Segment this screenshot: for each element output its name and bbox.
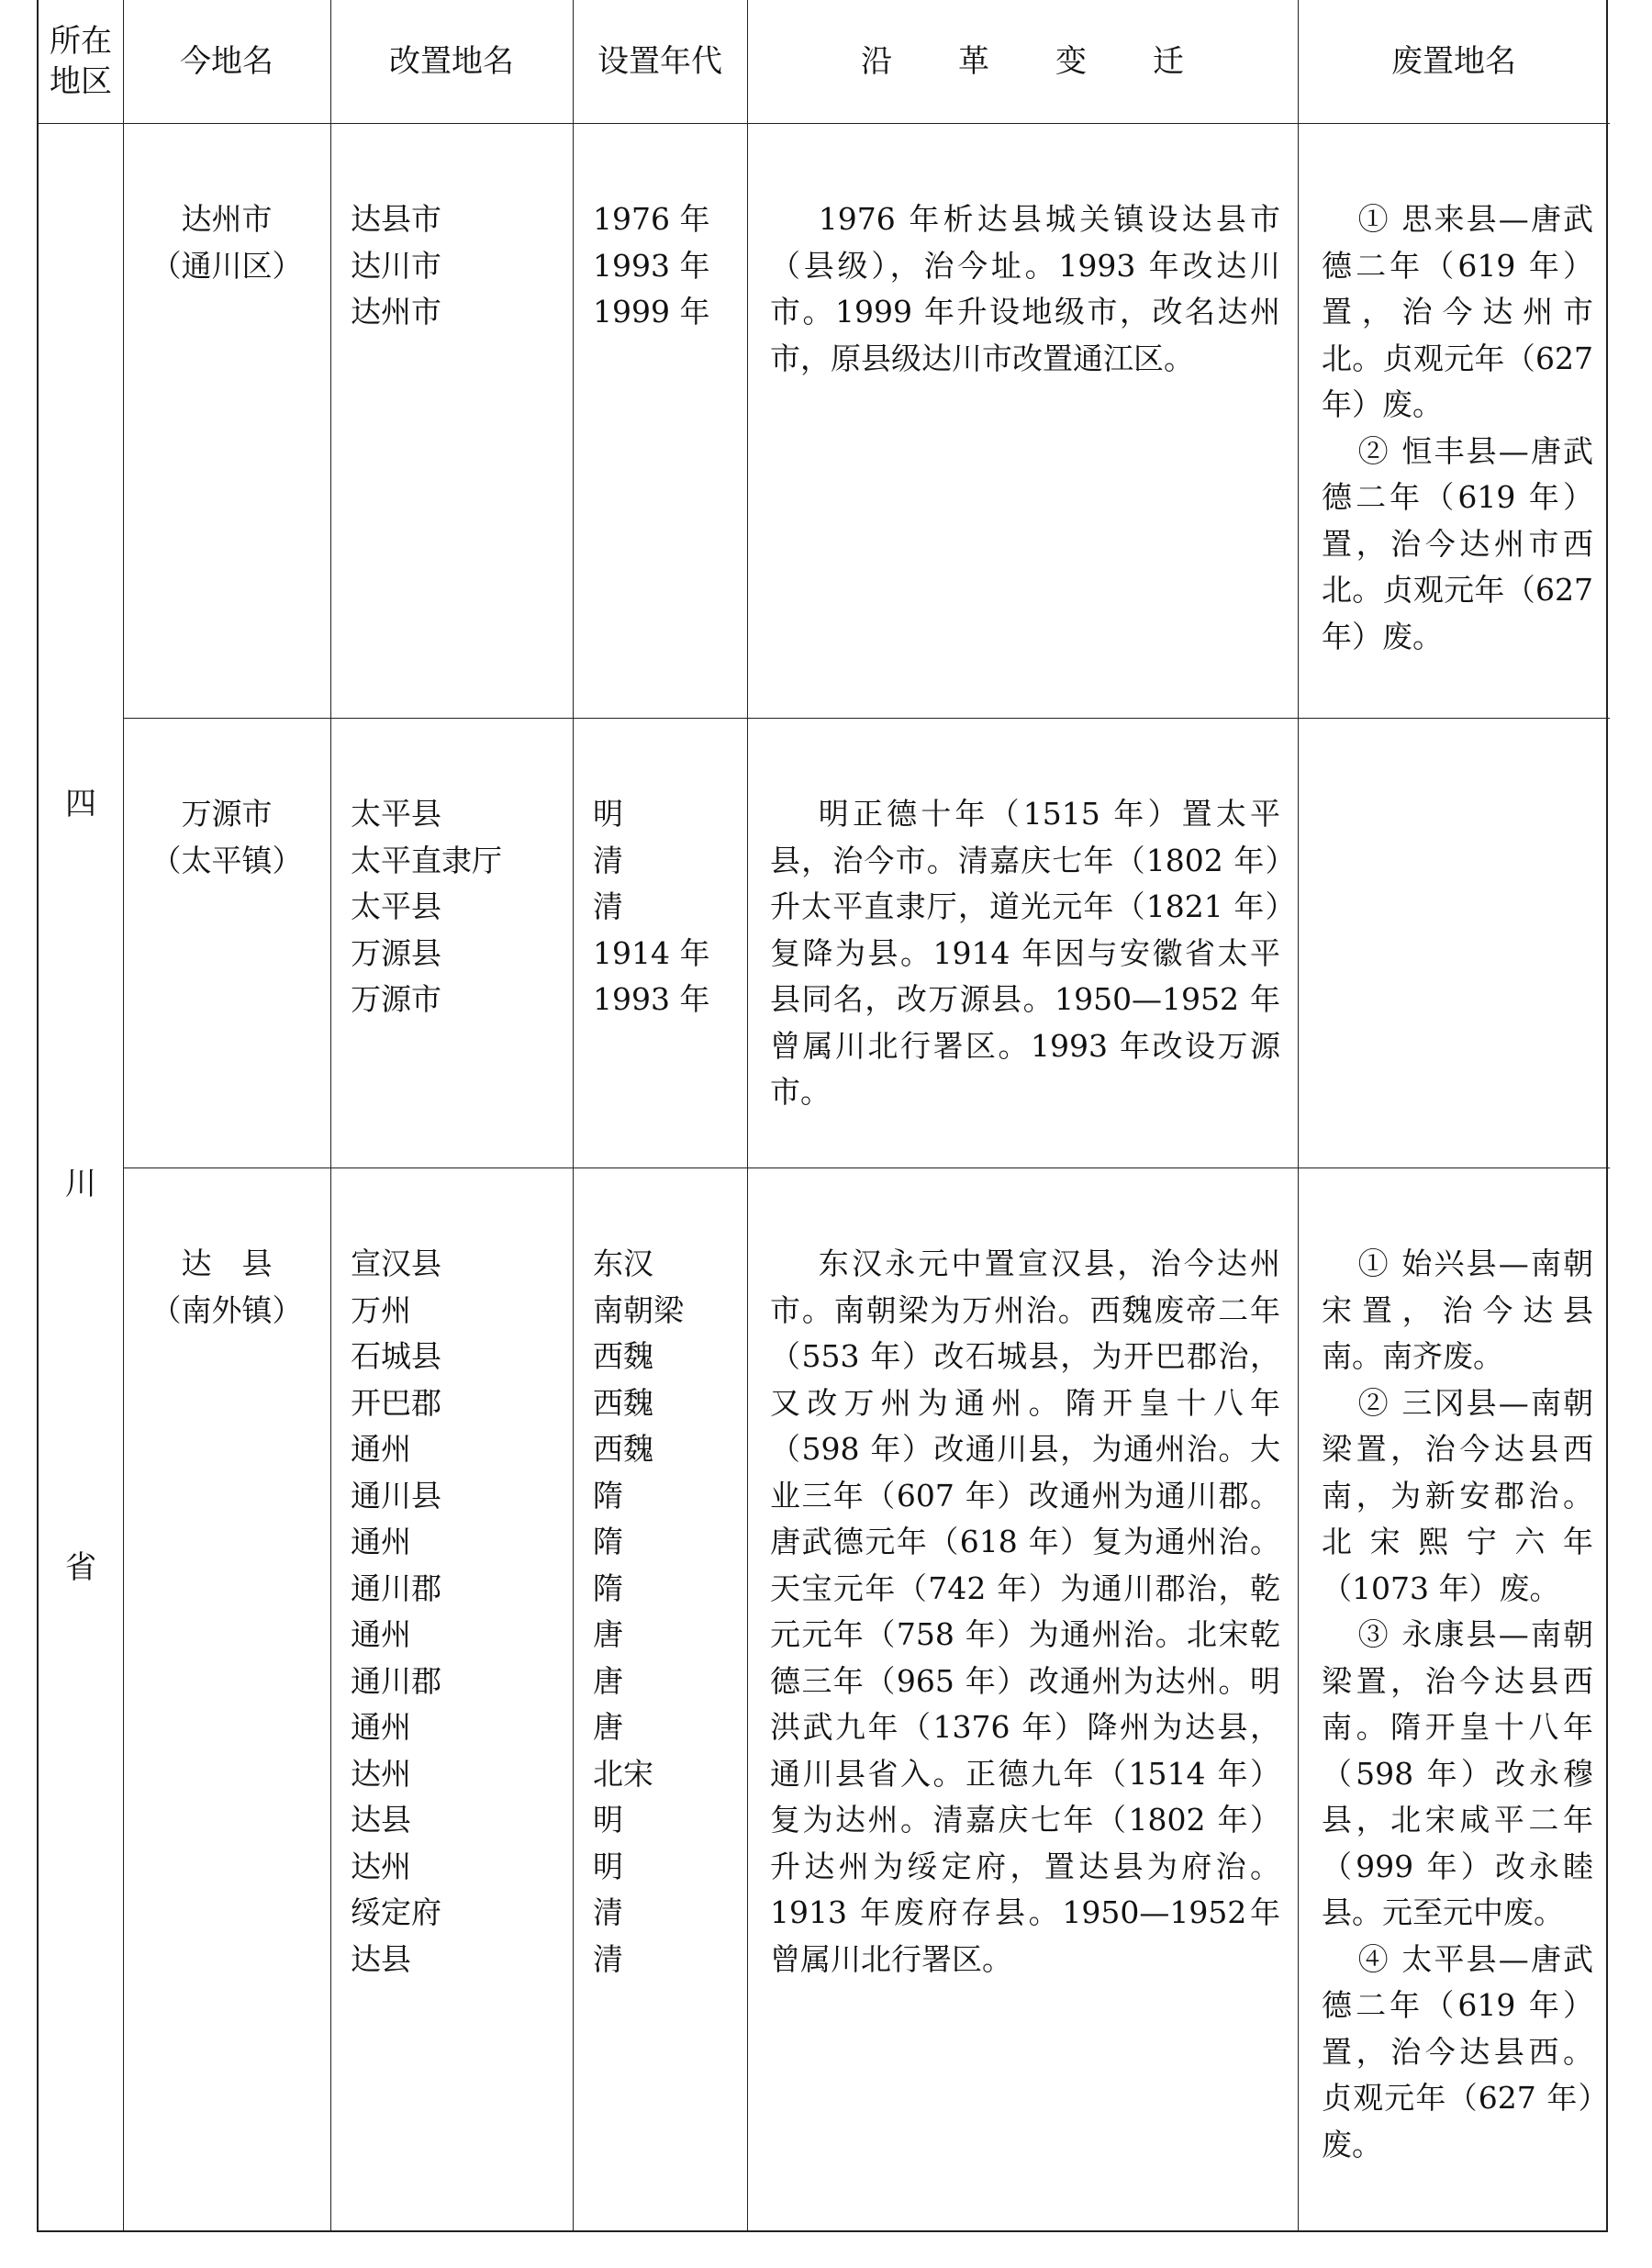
renamed-item: 通州	[351, 1524, 411, 1559]
renamed-item: 达县	[351, 1802, 411, 1838]
year-item: 1914 年	[593, 934, 710, 971]
header-region	[39, 0, 123, 123]
year-item: 清	[593, 1940, 623, 1977]
year-item: 唐	[593, 1662, 623, 1699]
year-item: 北宋	[593, 1755, 653, 1792]
row-divider	[123, 718, 1610, 719]
year-item: 东汉	[593, 1246, 653, 1281]
renamed-item: 达州市	[351, 294, 441, 330]
renamed-item: 达县	[351, 1940, 411, 1977]
header-current-name: 今地名	[180, 43, 273, 80]
region-char: 川	[65, 1166, 96, 1202]
row-1-years	[593, 196, 740, 336]
region-char: 省	[65, 1549, 96, 1586]
year-item: 西魏	[593, 1431, 653, 1467]
row-1-abolished	[1322, 196, 1593, 660]
abolished-entry: ② 三冈县—南朝梁置，治今达县西南，为新安郡治。北宋熙宁六年（1073 年）废。	[1322, 1384, 1593, 1606]
year-item: 隋	[593, 1524, 623, 1559]
renamed-item: 达县市	[351, 201, 441, 237]
header-established: 设置年代	[597, 43, 722, 80]
year-item: 西魏	[593, 1338, 653, 1374]
current-name: 达 县	[181, 1246, 273, 1281]
row-3-years	[593, 1241, 740, 1983]
abolished-entry: ① 始兴县—南朝宋置，治今达县南。南齐废。	[1322, 1246, 1593, 1374]
year-item: 1999 年	[593, 294, 710, 330]
renamed-item: 达川市	[351, 247, 441, 284]
row-1-history: 1976 年析达县城关镇设达县市（县级），治今址。1993 年改达川市。1999 年升设地级市，改名达州市，原县级达川市改置通江区。	[770, 201, 1280, 376]
row-2-renamed	[351, 791, 571, 1023]
col-divider	[747, 0, 748, 2230]
gazetteer-table	[37, 0, 1608, 2232]
year-item: 明	[593, 1802, 623, 1838]
renamed-item: 通州	[351, 1616, 411, 1652]
abolished-entry: ③ 永康县—南朝梁置，治今达县西南。隋开皇十八年（598 年）改永穆县，北宋咸平二年（999 年）改永睦县。元至元中废。	[1322, 1616, 1593, 1930]
year-item: 唐	[593, 1709, 623, 1745]
renamed-item: 通川郡	[351, 1570, 441, 1606]
header-renamed-as: 改置地名	[389, 43, 514, 80]
renamed-item: 达州	[351, 1755, 411, 1792]
renamed-item: 太平县	[351, 888, 441, 924]
col-divider	[123, 0, 124, 2230]
year-item: 南朝梁	[593, 1291, 684, 1328]
current-name: 达州市	[181, 201, 273, 237]
year-item: 清	[593, 888, 623, 924]
renamed-item: 通川郡	[351, 1662, 441, 1699]
renamed-item: 宣汉县	[351, 1246, 441, 1281]
current-seat: （太平镇）	[151, 842, 303, 878]
renamed-item: 太平县	[351, 796, 441, 832]
row-2-years	[593, 791, 740, 1023]
renamed-item: 万州	[351, 1291, 411, 1328]
header-history-label: 沿 革 变 迁	[860, 43, 1212, 80]
renamed-item: 万源县	[351, 934, 441, 971]
row-2-current-name	[123, 791, 330, 884]
year-item: 唐	[593, 1616, 623, 1652]
renamed-item: 达州	[351, 1848, 411, 1884]
col-divider	[1298, 0, 1299, 2230]
row-1-renamed	[351, 196, 562, 336]
year-item: 1976 年	[593, 201, 710, 237]
row-3-history: 东汉永元中置宣汉县，治今达州市。南朝梁为万州治。西魏废帝二年（553 年）改石城县，为开巴郡治，又改万州为通州。隋开皇十八年（598 年）改通川县，为通州治。大业三年（607 年）改通州为通川郡。唐武德元年（618 年）复为通州治。天宝元年（742 年）为通川郡治，乾元元年（758 年）为通州治。北宋乾德三年（965 年）改通州为达州。明洪武九年（1376 年）降州为达县，通川县省入。正德九年（1514 年）复为达州。清嘉庆七年（1802 年）升达州为绥定府，置达县为府治。1913 年废府存县。1950—1952年曾属川北行署区。	[770, 1246, 1280, 1977]
row-3-abolished	[1322, 1241, 1593, 2168]
header-abolished: 废置地名	[1391, 43, 1516, 80]
year-item: 1993 年	[593, 981, 710, 1017]
col-divider	[330, 0, 331, 2230]
year-item: 清	[593, 1894, 623, 1930]
row-2-history: 明正德十年（1515 年）置太平县，治今市。清嘉庆七年（1802 年）升太平直隶厅，道光元年（1821 年）复降为县。1914 年因与安徽省太平县同名，改万源县。1950—1952 年曾属川北行署区。1993 年改设万源市。	[770, 796, 1280, 1110]
renamed-item: 绥定府	[351, 1894, 441, 1930]
current-seat: （南外镇）	[151, 1291, 303, 1328]
header-history	[747, 0, 1298, 123]
renamed-item: 石城县	[351, 1338, 441, 1374]
header-region-line2: 地区	[50, 63, 112, 100]
row-3-renamed	[351, 1241, 562, 1983]
year-item: 隋	[593, 1570, 623, 1606]
year-item: 清	[593, 842, 623, 878]
abolished-entry: ② 恒丰县—唐武德二年（619 年）置，治今达州市西北。贞观元年（627 年）废。	[1322, 432, 1593, 654]
header-region-line1: 所在	[50, 23, 112, 60]
year-item: 隋	[593, 1477, 623, 1514]
row-1-current-name	[123, 196, 330, 289]
renamed-item: 通州	[351, 1431, 411, 1467]
year-item: 明	[593, 796, 623, 832]
current-name: 万源市	[181, 796, 273, 832]
year-item: 明	[593, 1848, 623, 1884]
year-item: 1993 年	[593, 247, 710, 284]
col-divider	[573, 0, 574, 2230]
year-item: 西魏	[593, 1384, 653, 1421]
row-3-current-name	[123, 1241, 330, 1334]
header-divider	[39, 123, 1610, 124]
region-char: 四	[65, 786, 96, 822]
renamed-item: 通川县	[351, 1477, 441, 1514]
renamed-item: 通州	[351, 1709, 411, 1745]
renamed-item: 太平直隶厅	[351, 842, 502, 878]
renamed-item: 开巴郡	[351, 1384, 441, 1421]
renamed-item: 万源市	[351, 981, 441, 1017]
abolished-entry: ④ 太平县—唐武德二年（619 年）置，治今达县西。贞观元年（627 年）废。	[1322, 1940, 1593, 2162]
abolished-entry: ① 思来县—唐武德二年（619 年）置，治今达州市北。贞观元年（627 年）废。	[1322, 201, 1593, 422]
current-seat: （通川区）	[151, 247, 303, 284]
